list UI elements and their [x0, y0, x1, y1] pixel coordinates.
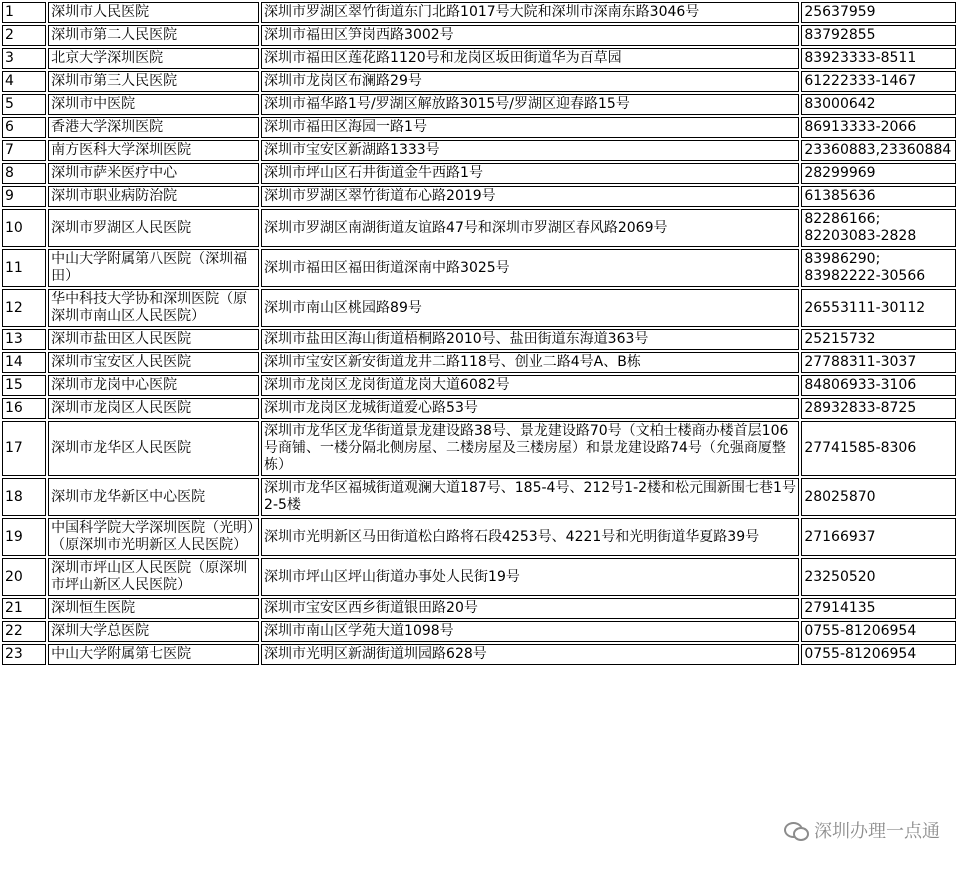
table-row — [2, 558, 956, 596]
row-index-text: 5 — [5, 96, 14, 112]
row-index-text: 8 — [5, 165, 14, 181]
hospital-phone — [801, 421, 956, 476]
row-index-text: 15 — [5, 377, 23, 393]
hospital-phone — [801, 558, 956, 596]
hospital-address-text: 深圳市罗湖区翠竹街道布心路2019号 — [264, 188, 496, 204]
hospital-address-text: 深圳市福田区笋岗西路3002号 — [264, 27, 454, 43]
hospital-address-text: 深圳市罗湖区南湖街道友谊路47号和深圳市罗湖区春风路2069号 — [264, 219, 668, 236]
hospital-phone — [801, 48, 956, 69]
table-row — [2, 375, 956, 396]
table-row — [2, 140, 956, 161]
row-index — [2, 398, 46, 419]
hospital-address-text: 深圳市宝安区西乡街道银田路20号 — [264, 600, 478, 616]
row-index — [2, 644, 46, 665]
table-row — [2, 621, 956, 642]
hospital-address — [261, 2, 799, 23]
watermark — [784, 817, 940, 843]
hospital-phone-text: 23250520 — [804, 568, 876, 585]
hospital-name-text: 深圳市萨米医疗中心 — [51, 165, 178, 181]
row-index-text: 20 — [5, 568, 23, 585]
hospital-phone-text: 61222333-1467 — [804, 73, 917, 89]
hospital-phone — [801, 71, 956, 92]
hospital-name-text: 深圳市宝安区人民医院 — [51, 354, 192, 370]
hospital-address — [261, 644, 799, 665]
hospital-name-text: 深圳市坪山区人民医院（原深圳市坪山新区人民医院） — [51, 560, 248, 593]
row-index — [2, 249, 46, 287]
hospital-name-text: 香港大学深圳医院 — [51, 119, 164, 135]
row-index-text: 21 — [5, 600, 23, 616]
hospital-name-text: 深圳市盐田区人民医院 — [51, 331, 192, 347]
hospital-address — [261, 71, 799, 92]
row-index — [2, 518, 46, 556]
hospital-address — [261, 558, 799, 596]
hospital-address — [261, 289, 799, 327]
hospital-name — [48, 558, 259, 596]
hospital-name — [48, 398, 259, 419]
table-row — [2, 94, 956, 115]
hospital-phone — [801, 289, 956, 327]
hospital-phone-text: 83792855 — [804, 27, 876, 43]
row-index-text: 17 — [5, 440, 23, 456]
hospital-address — [261, 117, 799, 138]
hospital-phone — [801, 140, 956, 161]
hospital-phone — [801, 209, 956, 247]
hospital-name-text: 中山大学附属第七医院 — [51, 646, 192, 662]
hospital-address — [261, 25, 799, 46]
table-row — [2, 117, 956, 138]
row-index-text: 9 — [5, 188, 14, 204]
hospital-address — [261, 421, 799, 476]
row-index — [2, 209, 46, 247]
hospital-address — [261, 621, 799, 642]
hospital-name-text: 深圳市人民医院 — [51, 4, 150, 20]
row-index-text: 19 — [5, 528, 23, 545]
hospital-phone-text: 27166937 — [804, 528, 876, 545]
table-row — [2, 209, 956, 247]
hospital-name — [48, 421, 259, 476]
row-index-text: 10 — [5, 219, 23, 236]
hospital-name — [48, 2, 259, 23]
hospital-phone — [801, 25, 956, 46]
hospital-phone — [801, 375, 956, 396]
hospital-address-text: 深圳市坪山区石井街道金牛西路1号 — [264, 165, 483, 181]
hospital-name-text: 深圳市职业病防治院 — [51, 188, 178, 204]
hospital-address-text: 深圳市宝安区新安街道龙井二路118号、创业二路4号A、B栋 — [264, 354, 641, 370]
hospital-name-text: 中国科学院大学深圳医院（光明）（原深圳市光明新区人民医院） — [51, 520, 255, 553]
hospital-address — [261, 398, 799, 419]
watermark-text: 深圳办理一点通 — [814, 821, 940, 842]
table-row — [2, 352, 956, 373]
hospital-address-text: 深圳市南山区桃园路89号 — [264, 299, 422, 316]
hospital-phone-text: 28932833-8725 — [804, 400, 917, 416]
hospital-address — [261, 186, 799, 207]
table-row — [2, 2, 956, 23]
hospital-address-text: 深圳市光明区新湖街道圳园路628号 — [264, 646, 487, 662]
hospital-phone-text: 0755-81206954 — [804, 623, 917, 639]
hospital-name — [48, 352, 259, 373]
row-index-text: 22 — [5, 623, 23, 639]
hospital-name-text: 中山大学附属第八医院（深圳福田） — [51, 251, 248, 284]
hospital-name-text: 南方医科大学深圳医院 — [51, 142, 192, 158]
row-index — [2, 329, 46, 350]
hospital-address-text: 深圳市龙岗区龙城街道爱心路53号 — [264, 400, 478, 416]
hospital-name-text: 深圳市中医院 — [51, 96, 136, 112]
row-index — [2, 289, 46, 327]
hospital-phone — [801, 478, 956, 516]
row-index — [2, 2, 46, 23]
row-index-text: 18 — [5, 488, 23, 505]
hospital-name — [48, 209, 259, 247]
hospital-phone-text: 82286166; 82203083-2828 — [804, 211, 917, 244]
hospital-address — [261, 352, 799, 373]
hospital-name — [48, 644, 259, 665]
row-index — [2, 598, 46, 619]
table-row — [2, 289, 956, 327]
row-index-text: 6 — [5, 119, 14, 135]
hospital-phone-text: 26553111-30112 — [804, 299, 926, 316]
hospital-name — [48, 329, 259, 350]
table-row — [2, 644, 956, 665]
hospital-name — [48, 621, 259, 642]
hospital-name — [48, 518, 259, 556]
hospital-phone — [801, 598, 956, 619]
hospital-address-text: 深圳市龙华区龙华街道景龙建设路38号、景龙建设路70号（文柏士楼商办楼首层106号商铺、一楼分隔北侧房屋、二楼房屋及三楼房屋）和景龙建设路74号（允强商厦整栋） — [264, 423, 789, 473]
hospital-address — [261, 209, 799, 247]
hospital-phone-text: 28299969 — [804, 165, 876, 181]
hospital-address — [261, 48, 799, 69]
hospital-address-text: 深圳市福田区福田街道深南中路3025号 — [264, 259, 510, 276]
hospital-phone-text: 27914135 — [804, 600, 876, 616]
hospital-address-text: 深圳市福田区莲花路1120号和龙岗区坂田街道华为百草园 — [264, 50, 622, 66]
table-row — [2, 421, 956, 476]
hospital-phone — [801, 249, 956, 287]
row-index-text: 16 — [5, 400, 23, 416]
table-row — [2, 329, 956, 350]
hospital-address — [261, 329, 799, 350]
row-index-text: 4 — [5, 73, 14, 89]
row-index — [2, 621, 46, 642]
hospital-phone-text: 27741585-8306 — [804, 440, 917, 456]
table-row — [2, 518, 956, 556]
hospital-address-text: 深圳市龙岗区布澜路29号 — [264, 73, 422, 89]
hospital-name — [48, 289, 259, 327]
hospital-table-body — [2, 2, 956, 665]
table-row — [2, 71, 956, 92]
row-index — [2, 25, 46, 46]
hospital-address — [261, 249, 799, 287]
hospital-address-text: 深圳市福华路1号/罗湖区解放路3015号/罗湖区迎春路15号 — [264, 96, 630, 112]
row-index — [2, 71, 46, 92]
wechat-icon — [784, 820, 808, 840]
hospital-phone-text: 61385636 — [804, 188, 876, 204]
hospital-address-text: 深圳市盐田区海山街道梧桐路2010号、盐田街道东海道363号 — [264, 331, 649, 347]
hospital-name — [48, 249, 259, 287]
hospital-address — [261, 140, 799, 161]
hospital-address — [261, 375, 799, 396]
table-row — [2, 48, 956, 69]
hospital-name-text: 华中科技大学协和深圳医院（原深圳市南山区人民医院） — [51, 291, 248, 324]
table-row — [2, 186, 956, 207]
hospital-phone — [801, 398, 956, 419]
hospital-address-text: 深圳市南山区学苑大道1098号 — [264, 623, 454, 639]
hospital-name-text: 深圳市第二人民医院 — [51, 27, 178, 43]
hospital-name — [48, 48, 259, 69]
hospital-phone — [801, 518, 956, 556]
row-index-text: 3 — [5, 50, 14, 66]
row-index-text: 1 — [5, 4, 14, 20]
hospital-name-text: 深圳市罗湖区人民医院 — [51, 219, 192, 236]
hospital-phone — [801, 94, 956, 115]
hospital-phone — [801, 644, 956, 665]
hospital-address — [261, 163, 799, 184]
hospital-phone — [801, 163, 956, 184]
hospital-name-text: 深圳市龙华区人民医院 — [51, 440, 192, 456]
hospital-name — [48, 186, 259, 207]
row-index-text: 12 — [5, 299, 23, 316]
hospital-name — [48, 94, 259, 115]
row-index-text: 7 — [5, 142, 14, 158]
hospital-name — [48, 71, 259, 92]
hospital-phone-text: 25215732 — [804, 331, 876, 347]
row-index-text: 2 — [5, 27, 14, 43]
row-index — [2, 140, 46, 161]
hospital-address — [261, 94, 799, 115]
row-index-text: 13 — [5, 331, 23, 347]
row-index — [2, 558, 46, 596]
row-index — [2, 94, 46, 115]
hospital-name-text: 北京大学深圳医院 — [51, 50, 164, 66]
hospital-name-text: 深圳市龙华新区中心医院 — [51, 488, 206, 505]
hospital-phone — [801, 329, 956, 350]
hospital-phone — [801, 621, 956, 642]
hospital-address-text: 深圳市坪山区坪山街道办事处人民街19号 — [264, 568, 520, 585]
hospital-phone-text: 86913333-2066 — [804, 119, 917, 135]
hospital-name — [48, 140, 259, 161]
row-index-text: 23 — [5, 646, 23, 662]
hospital-phone — [801, 2, 956, 23]
hospital-name-text: 深圳市第三人民医院 — [51, 73, 178, 89]
row-index — [2, 478, 46, 516]
hospital-address-text: 深圳市龙岗区龙岗街道龙岗大道6082号 — [264, 377, 510, 393]
hospital-address — [261, 518, 799, 556]
hospital-address-text: 深圳市光明新区马田街道松白路将石段4253号、4221号和光明街道华夏路39号 — [264, 528, 760, 545]
table-row — [2, 163, 956, 184]
hospital-phone-text: 25637959 — [804, 4, 876, 20]
hospital-name — [48, 25, 259, 46]
hospital-address-text: 深圳市福田区海园一路1号 — [264, 119, 427, 135]
row-index-text: 14 — [5, 354, 23, 370]
row-index — [2, 375, 46, 396]
table-row — [2, 25, 956, 46]
row-index — [2, 421, 46, 476]
hospital-address — [261, 598, 799, 619]
table-row — [2, 249, 956, 287]
table-row — [2, 398, 956, 419]
table-row — [2, 598, 956, 619]
hospital-phone-text: 83923333-8511 — [804, 50, 917, 66]
hospital-name — [48, 375, 259, 396]
row-index — [2, 186, 46, 207]
hospital-phone — [801, 352, 956, 373]
hospital-address — [261, 478, 799, 516]
row-index — [2, 117, 46, 138]
hospital-phone-text: 83986290; 83982222-30566 — [804, 251, 926, 284]
row-index — [2, 48, 46, 69]
hospital-phone — [801, 186, 956, 207]
hospital-name-text: 深圳大学总医院 — [51, 623, 150, 639]
row-index — [2, 163, 46, 184]
hospital-address-text: 深圳市龙华区福城街道观澜大道187号、185-4号、212号1-2楼和松元围新围七巷1号2-5楼 — [264, 480, 796, 513]
hospital-name-text: 深圳市龙岗中心医院 — [51, 377, 178, 393]
hospital-name — [48, 163, 259, 184]
hospital-address-text: 深圳市宝安区新湖路1333号 — [264, 142, 440, 158]
hospital-name — [48, 478, 259, 516]
hospital-name — [48, 117, 259, 138]
row-index — [2, 352, 46, 373]
hospital-name — [48, 598, 259, 619]
hospital-name-text: 深圳恒生医院 — [51, 600, 136, 616]
hospital-phone-text: 84806933-3106 — [804, 377, 917, 393]
hospital-phone-text: 27788311-3037 — [804, 354, 917, 370]
hospital-name-text: 深圳市龙岗区人民医院 — [51, 400, 192, 416]
hospital-address-text: 深圳市罗湖区翠竹街道东门北路1017号大院和深圳市深南东路3046号 — [264, 4, 700, 20]
row-index-text: 11 — [5, 259, 23, 276]
hospital-phone-text: 28025870 — [804, 488, 876, 505]
hospital-phone-text: 23360883,23360884 — [804, 142, 952, 158]
hospital-phone — [801, 117, 956, 138]
hospital-phone-text: 83000642 — [804, 96, 876, 112]
hospital-phone-text: 0755-81206954 — [804, 646, 917, 662]
table-row — [2, 478, 956, 516]
